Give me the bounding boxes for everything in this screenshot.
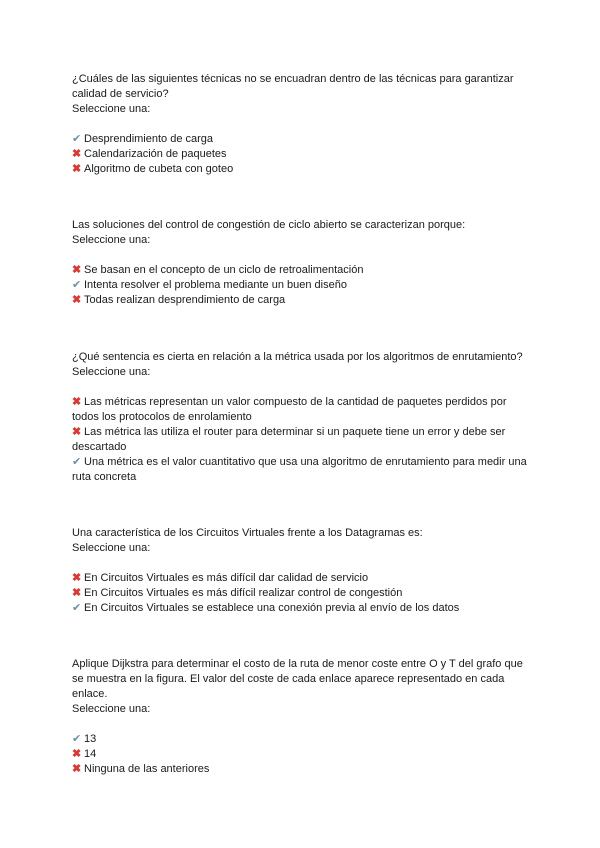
answer-option	[72, 425, 532, 455]
answer-option	[72, 732, 532, 747]
question-prompt: Las soluciones del control de congestión de ciclo abierto se caracterizan porque:	[72, 219, 466, 231]
option-text: Las métrica las utiliza el router para determinar si un paquete tiene un error y debe ser descartado	[72, 426, 506, 453]
answer-options	[72, 132, 532, 177]
question-1	[72, 72, 532, 177]
cross-icon: ✖	[72, 294, 82, 306]
cross-icon: ✖	[72, 426, 82, 438]
option-text: 13	[84, 733, 97, 745]
check-icon: ✔	[72, 602, 82, 614]
option-text: Una métrica es el valor cuantitativo que usa una algoritmo de enrutamiento para medir una ruta concreta	[72, 456, 527, 483]
question-prompt: ¿Cuáles de las siguientes técnicas no se encuadran dentro de las técnicas para garantizar calidad de servicio?	[72, 73, 517, 100]
option-text: En Circuitos Virtuales se establece una conexión previa al envío de los datos	[84, 602, 460, 614]
question-2	[72, 218, 532, 308]
answer-options	[72, 395, 532, 485]
option-text: 14	[84, 748, 97, 760]
cross-icon: ✖	[72, 748, 82, 760]
answer-option	[72, 263, 532, 278]
answer-option	[72, 162, 532, 177]
check-icon: ✔	[72, 456, 82, 468]
answer-option	[72, 455, 532, 485]
cross-icon: ✖	[72, 148, 82, 160]
question-instruction: Seleccione una:	[72, 234, 151, 246]
option-text: Calendarización de paquetes	[84, 148, 227, 160]
option-text: Ninguna de las anteriores	[84, 763, 210, 775]
question-instruction: Seleccione una:	[72, 366, 151, 378]
question-prompt: Aplique Dijkstra para determinar el costo de la ruta de menor coste entre O y T del grafo que se muestra en la figura. El valor del coste de cada enlace aparece representado en cada enlace.	[72, 658, 526, 700]
option-text: Intenta resolver el problema mediante un buen diseño	[84, 279, 347, 291]
cross-icon: ✖	[72, 587, 82, 599]
answer-option	[72, 762, 532, 777]
option-text: En Circuitos Virtuales es más difícil dar calidad de servicio	[84, 572, 369, 584]
question-prompt: Una característica de los Circuitos Virtuales frente a los Datagramas es:	[72, 527, 423, 539]
cross-icon: ✖	[72, 396, 82, 408]
option-text: Las métricas representan un valor compuesto de la cantidad de paquetes perdidos por todos los protocolos de enrolamiento	[72, 396, 507, 423]
cross-icon: ✖	[72, 572, 82, 584]
answer-options	[72, 263, 532, 308]
cross-icon: ✖	[72, 763, 82, 775]
answer-option	[72, 293, 532, 308]
answer-option	[72, 571, 532, 586]
question-5	[72, 657, 532, 777]
question-instruction: Seleccione una:	[72, 703, 151, 715]
question-3	[72, 350, 532, 485]
option-text: Todas realizan desprendimiento de carga	[84, 294, 286, 306]
check-icon: ✔	[72, 279, 82, 291]
option-text: Se basan en el concepto de un ciclo de retroalimentación	[84, 264, 364, 276]
question-4	[72, 526, 532, 616]
question-instruction: Seleccione una:	[72, 103, 151, 115]
answer-option	[72, 395, 532, 425]
answer-option	[72, 132, 532, 147]
answer-option	[72, 601, 532, 616]
answer-options	[72, 732, 532, 777]
answer-option	[72, 586, 532, 601]
question-instruction: Seleccione una:	[72, 542, 151, 554]
option-text: En Circuitos Virtuales es más difícil realizar control de congestión	[84, 587, 403, 599]
answer-option	[72, 747, 532, 762]
option-text: Algoritmo de cubeta con goteo	[84, 163, 234, 175]
cross-icon: ✖	[72, 264, 82, 276]
answer-options	[72, 571, 532, 616]
option-text: Desprendimiento de carga	[84, 133, 214, 145]
check-icon: ✔	[72, 133, 82, 145]
answer-option	[72, 147, 532, 162]
question-prompt: ¿Qué sentencia es cierta en relación a la métrica usada por los algoritmos de enrutamiento?	[72, 351, 523, 363]
answer-option	[72, 278, 532, 293]
cross-icon: ✖	[72, 163, 82, 175]
check-icon: ✔	[72, 733, 82, 745]
